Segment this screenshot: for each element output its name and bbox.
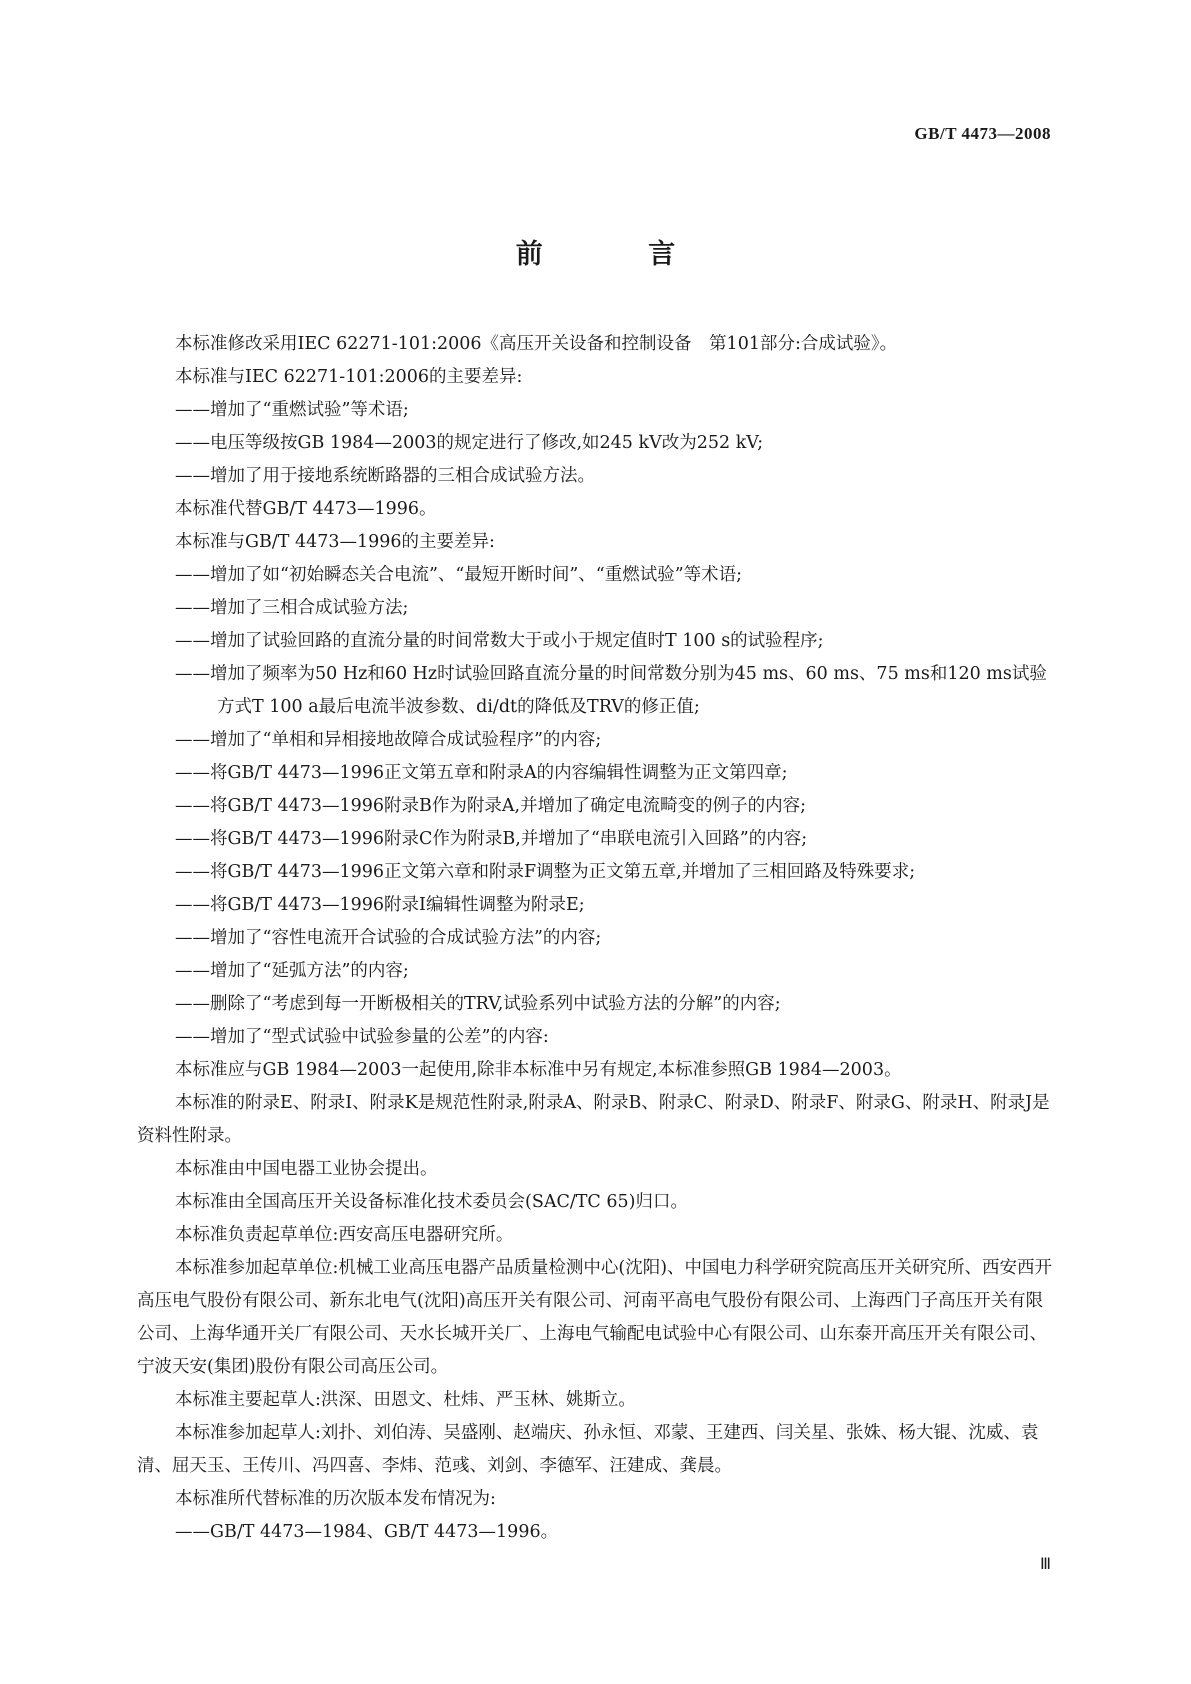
body-text	[137, 328, 1057, 1549]
paragraph: 本标准与IEC 62271-101:2006的主要差异:	[175, 367, 523, 387]
paragraph: 本标准参加起草人:刘扑、刘伯涛、吴盛刚、赵端庆、孙永恒、邓蒙、王建西、闫关星、张姝、杨大锟、沈威、袁清、屈天玉、王传川、冯四喜、李炜、范彧、刘剑、李德军、汪建成、龚晨。	[137, 1423, 1039, 1476]
list-item: ——将GB/T 4473—1996附录I编辑性调整为附录E;	[175, 895, 585, 915]
list-item: ——将GB/T 4473—1996正文第六章和附录F调整为正文第五章,并增加了三相回路及特殊要求;	[175, 862, 916, 882]
paragraph: 本标准代替GB/T 4473—1996。	[175, 499, 437, 519]
list-item: ——增加了“重燃试验”等术语;	[175, 400, 409, 420]
list-item: ——将GB/T 4473—1996正文第五章和附录A的内容编辑性调整为正文第四章;	[175, 763, 788, 783]
list-item: ——增加了“型式试验中试验参量的公差”的内容:	[175, 1027, 549, 1047]
paragraph: 本标准所代替标准的历次版本发布情况为:	[175, 1489, 496, 1509]
list-item: ——增加了用于接地系统断路器的三相合成试验方法。	[175, 466, 595, 486]
page-number: Ⅲ	[1039, 1556, 1051, 1573]
page-title: 前 言	[515, 239, 724, 270]
paragraph: 本标准修改采用IEC 62271-101:2006《高压开关设备和控制设备 第101部分:合成试验》。	[175, 334, 898, 354]
paragraph: 本标准主要起草人:洪深、田恩文、杜炜、严玉林、姚斯立。	[175, 1390, 636, 1410]
paragraph: 本标准负责起草单位:西安高压电器研究所。	[175, 1225, 514, 1245]
standard-code: GB/T 4473—2008	[914, 124, 1051, 143]
paragraph: 本标准由全国高压开关设备标准化技术委员会(SAC/TC 65)归口。	[175, 1192, 688, 1212]
list-item: ——增加了如“初始瞬态关合电流”、“最短开断时间”、“重燃试验”等术语;	[175, 565, 743, 585]
paragraph: 本标准应与GB 1984—2003一起使用,除非本标准中另有规定,本标准参照GB 1984—2003。	[175, 1060, 902, 1080]
paragraph: 本标准由中国电器工业协会提出。	[175, 1159, 438, 1179]
list-item: ——电压等级按GB 1984—2003的规定进行了修改,如245 kV改为252 kV;	[175, 433, 764, 453]
list-item: ——增加了三相合成试验方法;	[175, 598, 409, 618]
list-item: ——增加了“延弧方法”的内容;	[175, 961, 409, 981]
list-item: ——增加了“单相和异相接地故障合成试验程序”的内容;	[175, 730, 602, 750]
list-item: ——删除了“考虑到每一开断极相关的TRV,试验系列中试验方法的分解”的内容;	[175, 994, 781, 1014]
paragraph: 本标准与GB/T 4473—1996的主要差异:	[175, 532, 495, 552]
list-item: ——将GB/T 4473—1996附录C作为附录B,并增加了“串联电流引入回路”的内容;	[175, 829, 808, 849]
list-item: ——增加了试验回路的直流分量的时间常数大于或小于规定值时T 100 s的试验程序;	[175, 631, 824, 651]
list-item: ——将GB/T 4473—1996附录B作为附录A,并增加了确定电流畸变的例子的内容;	[175, 796, 806, 816]
list-item: ——增加了“容性电流开合试验的合成试验方法”的内容;	[175, 928, 602, 948]
list-item: ——增加了频率为50 Hz和60 Hz时试验回路直流分量的时间常数分别为45 ms、60 ms、75 ms和120 ms试验方式T 100 a最后电流半波参数、di/dt的降低及TRV的修正值;	[175, 664, 1047, 717]
list-item: ——GB/T 4473—1984、GB/T 4473—1996。	[175, 1522, 559, 1542]
paragraph: 本标准参加起草单位:机械工业高压电器产品质量检测中心(沈阳)、中国电力科学研究院高压开关研究所、西安西开高压电气股份有限公司、新东北电气(沈阳)高压开关有限公司、河南平高电气股份有限公司、上海西门子高压开关有限公司、上海华通开关厂有限公司、天水长城开关厂、上海电气输配电试验中心有限公司、山东泰开高压开关有限公司、宁波天安(集团)股份有限公司高压公司。	[137, 1258, 1053, 1377]
paragraph: 本标准的附录E、附录I、附录K是规范性附录,附录A、附录B、附录C、附录D、附录F、附录G、附录H、附录J是资料性附录。	[137, 1093, 1050, 1146]
